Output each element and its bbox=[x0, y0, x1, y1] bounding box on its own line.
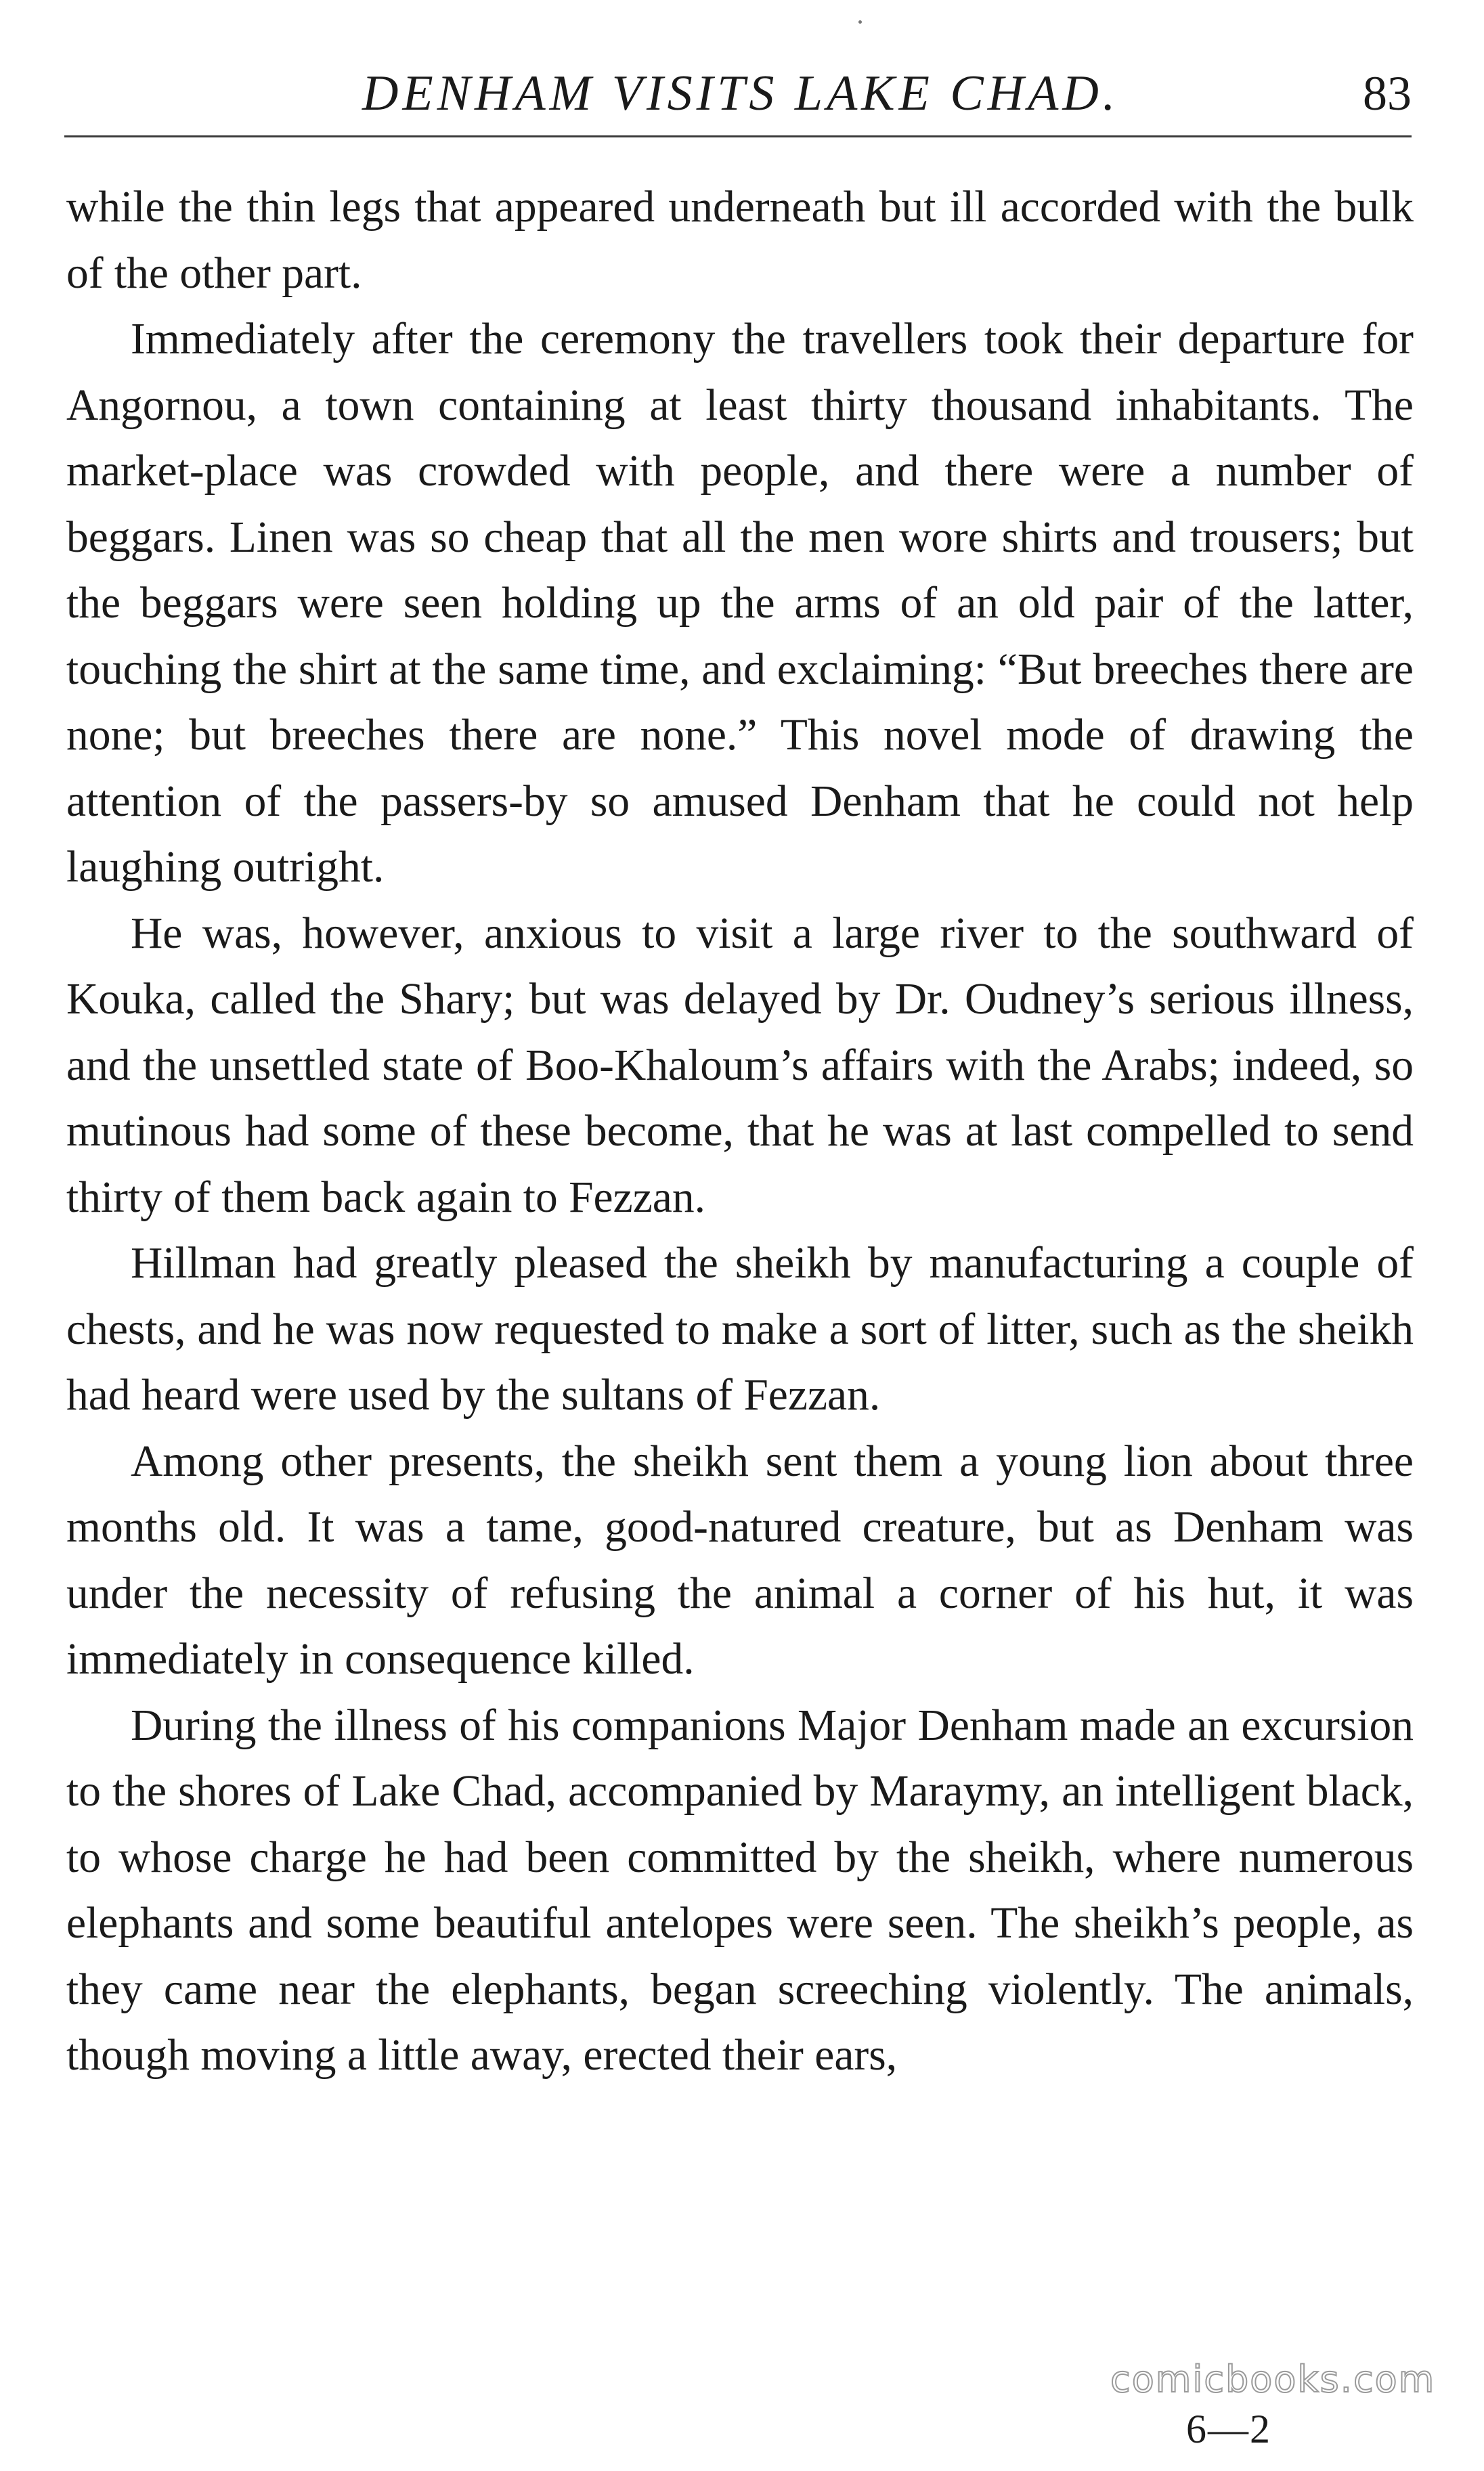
running-header bbox=[64, 53, 1412, 134]
body-text bbox=[66, 175, 1414, 2089]
paragraph-young-lion: Among other presents, the sheikh sent them a young lion about three months old. It was a tame, good-natured creature, but as Denham was under the necessity of refusing the animal a corner of his hut, it was immediately in consequence killed. bbox=[66, 1437, 1414, 1684]
paragraph-continuation: while the thin legs that appeared underneath but ill accorded with the bulk of the other part. bbox=[66, 183, 1414, 298]
paragraph-shary-river: He was, however, anxious to visit a large river to the southward of Kouka, called the Shary; but was delayed by Dr. Oudney’s serious illness, and the unsettled state of Boo-Khaloum’s affairs with the Arabs; indeed, so mutinous had some of these become, that he was at last compelled to send thirty of them back again to Fezzan. bbox=[66, 909, 1414, 1222]
header-rule bbox=[64, 135, 1412, 137]
signature-mark: 6—2 bbox=[1186, 2407, 1271, 2451]
ink-speck bbox=[858, 20, 862, 24]
paragraph-lake-chad-excursion: During the illness of his companions Major Denham made an excursion to the shores of Lake Chad, accompanied by Maraymy, an intelligent black, to whose charge he had been committed by the sheikh, where numerous elephants and some beautiful antelopes were seen. The sheikh’s people, as they came near the elephants, began screeching violently. The animals, though moving a little away, erected their ears, bbox=[66, 1701, 1414, 2080]
paragraph-angornou: Immediately after the ceremony the travellers took their departure for Angornou, a town containing at least thirty thousand inhabitants. The market-place was crowded with people, and there were a number of beggars. Linen was so cheap that all the men wore shirts and trousers; but the beggars were seen holding up the arms of an old pair of the latter, touching the shirt at the same time, and exclaiming: “But breeches there are none; but breeches there are none.” This novel mode of drawing the attention of the passers-by so amused Denham that he could not help laughing outright. bbox=[66, 315, 1414, 892]
page-number: 83 bbox=[1363, 66, 1412, 121]
watermark: comicbooks.com bbox=[1110, 2358, 1436, 2401]
running-title: DENHAM VISITS LAKE CHAD. bbox=[362, 66, 1120, 121]
paragraph-hillman: Hillman had greatly pleased the sheikh by manufacturing a couple of chests, and he was now requested to make a sort of litter, such as the sheikh had heard were used by the sultans of Fezzan. bbox=[66, 1239, 1414, 1420]
